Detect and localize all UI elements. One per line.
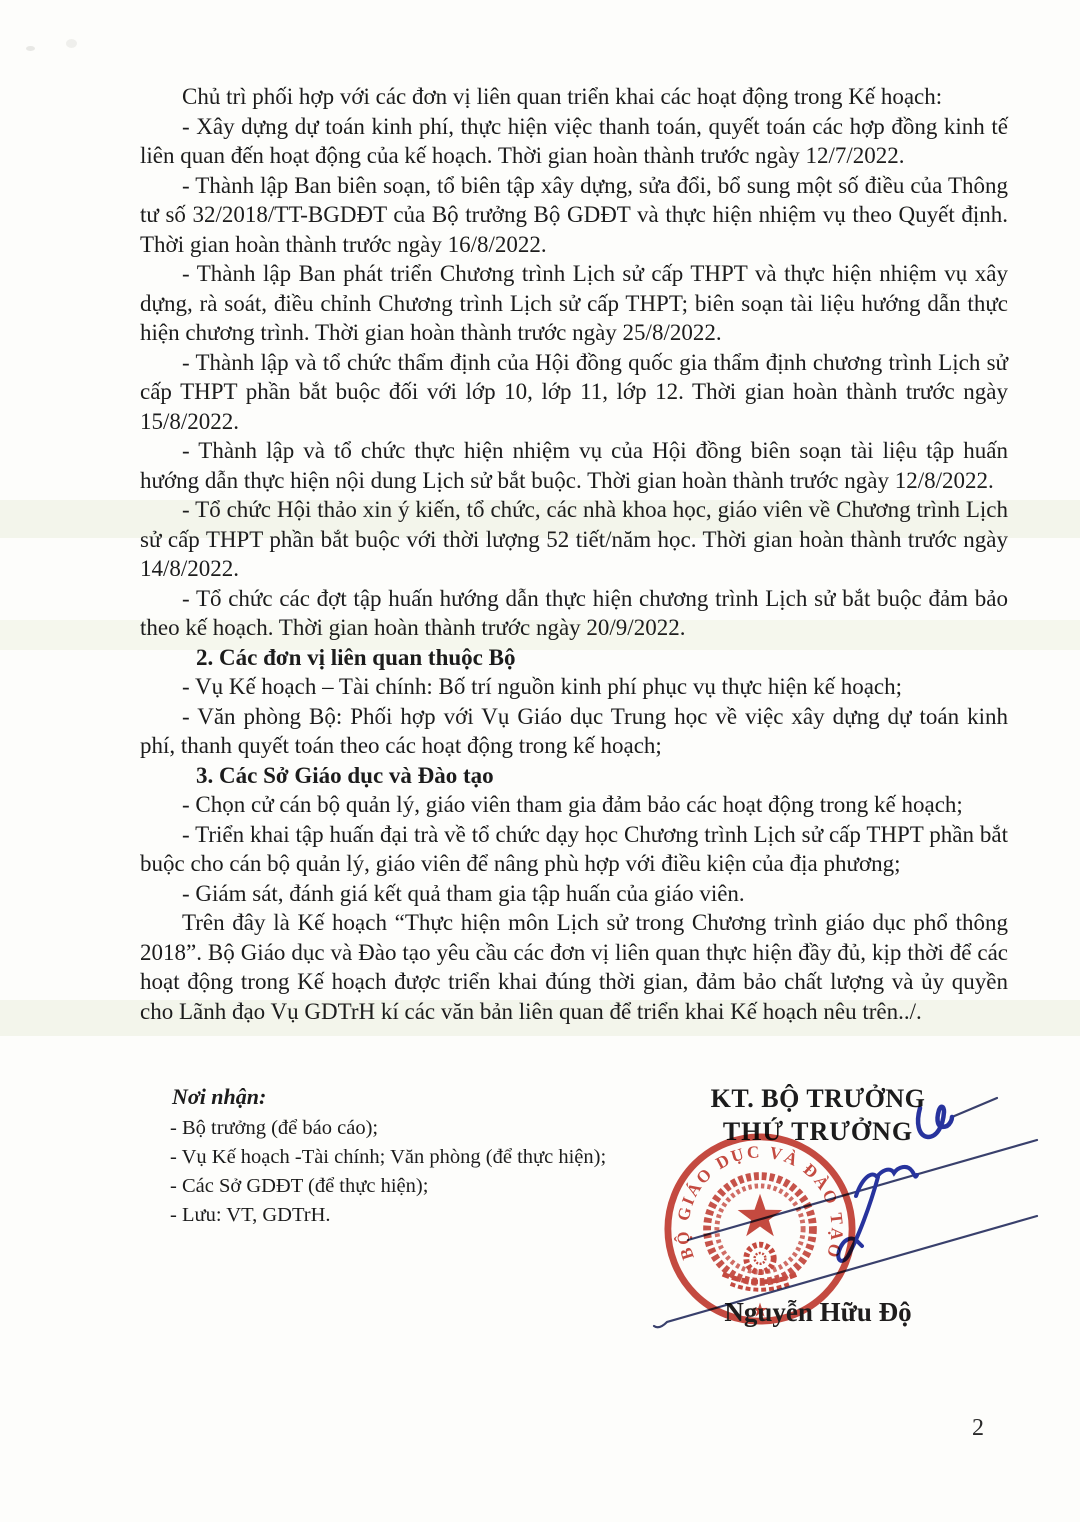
signer-name: Nguyễn Hữu Độ [724, 1297, 912, 1327]
recipient-item: - Bộ trưởng (để báo cáo); [170, 1117, 379, 1139]
section-heading: 3. Các Sở Giáo dục và Đào tạo [196, 762, 494, 788]
scan-speck [26, 46, 35, 51]
body-text [140, 82, 1008, 1026]
signer-title-line1: KT. BỘ TRƯỞNG [710, 1084, 926, 1113]
paragraph: - Xây dựng dự toán kinh phí, thực hiện việc thanh toán, quyết toán các hợp đồng kinh tế liên quan đến hoạt động của kế hoạch. Thời gian hoàn thành trước ngày 12/7/2022. [140, 113, 1008, 168]
paragraph: - Thành lập và tổ chức thẩm định của Hội đồng quốc gia thẩm định chương trình Lịch sử cấp THPT phần bắt buộc đối với lớp 10, lớp 11, lớp 12. Thời gian hoàn thành trước ngày 15/8/2022. [140, 349, 1008, 434]
scan-speck [66, 39, 77, 48]
paragraph: Chủ trì phối hợp với các đơn vị liên quan triển khai các hoạt động trong Kế hoạch: [182, 84, 943, 109]
recipient-item: - Vụ Kế hoạch -Tài chính; Văn phòng (để thực hiện); [170, 1146, 607, 1168]
paragraph: - Triển khai tập huấn đại trà về tổ chức dạy học Chương trình Lịch sử cấp THPT phần bắt buộc cho cán bộ quản lý, giáo viên để nâng phù hợp với điều kiện của địa phương; [140, 821, 1008, 876]
recipient-item: - Lưu: VT, GDTrH. [170, 1204, 331, 1226]
paragraph: - Thành lập Ban phát triển Chương trình Lịch sử cấp THPT và thực hiện nhiệm vụ xây dựng, rà soát, điều chỉnh Chương trình Lịch sử cấp THPT; biên soạn tài liệu hướng dẫn thực hiện chương trình. Thời gian hoàn thành trước ngày 25/8/2022. [140, 261, 1008, 345]
paragraph: - Tổ chức Hội thảo xin ý kiến, tổ chức, các nhà khoa học, giáo viên về Chương trình Lịch sử cấp THPT phần bắt buộc với thời lượng 52 tiết/năm học. Thời gian hoàn thành trước ngày 14/8/2022. [140, 497, 1008, 581]
paragraph: - Thành lập và tổ chức thực hiện nhiệm vụ của Hội đồng biên soạn tài liệu tập huấn hướng dẫn thực hiện nội dung Lịch sử bắt buộc. Thời gian hoàn thành trước ngày 12/8/2022. [140, 438, 1008, 493]
paragraph: - Chọn cử cán bộ quản lý, giáo viên tham gia đảm bảo các hoạt động trong kế hoạch; [182, 792, 963, 817]
paragraph: - Thành lập Ban biên soạn, tổ biên tập xây dựng, sửa đổi, bổ sung một số điều của Thông tư số 32/2018/TT-BGDĐT của Bộ trưởng Bộ GDĐT và thực hiện nhiệm vụ theo Quyết định. Thời gian hoàn thành trước ngày 16/8/2022. [140, 172, 1008, 257]
paragraph: - Giám sát, đánh giá kết quả tham gia tập huấn của giáo viên. [182, 880, 745, 906]
section-heading: 2. Các đơn vị liên quan thuộc Bộ [196, 644, 516, 670]
paragraph: - Văn phòng Bộ: Phối hợp với Vụ Giáo dục Trung học về việc xây dựng dự toán kinh phí, thanh quyết toán theo các hoạt động trong kế hoạch; [140, 703, 1008, 758]
page-number: 2 [972, 1415, 984, 1441]
paragraph: - Tổ chức các đợt tập huấn hướng dẫn thực hiện chương trình Lịch sử bắt buộc đảm bảo theo kế hoạch. Thời gian hoàn thành trước ngày 20/9/2022. [140, 585, 1008, 640]
recipient-item: - Các Sở GDĐT (để thực hiện); [170, 1175, 429, 1197]
paragraph: Trên đây là Kế hoạch “Thực hiện môn Lịch sử trong Chương trình giáo dục phổ thông 2018”. Bộ Giáo dục và Đào tạo yêu cầu các đơn vị liên quan thực hiện đầy đủ, kịp thời để các hoạt động trong Kế hoạch được triển khai đúng thời gian, đảm bảo chất lượng và ủy quyền cho Lãnh đạo Vụ GDTrH kí các văn bản liên quan để triển khai Kế hoạch nêu trên../. [140, 910, 1008, 1024]
recipients-heading: Nơi nhận: [172, 1084, 267, 1109]
paragraph: - Vụ Kế hoạch – Tài chính: Bố trí nguồn kinh phí phục vụ thực hiện kế hoạch; [182, 674, 903, 699]
signer-title-line2: THỨ TRƯỞNG [722, 1117, 914, 1146]
recipients-block [170, 1082, 640, 1230]
seal-text: BỘ GIÁO DỤC VÀ ĐÀO TẠO [673, 1142, 847, 1263]
